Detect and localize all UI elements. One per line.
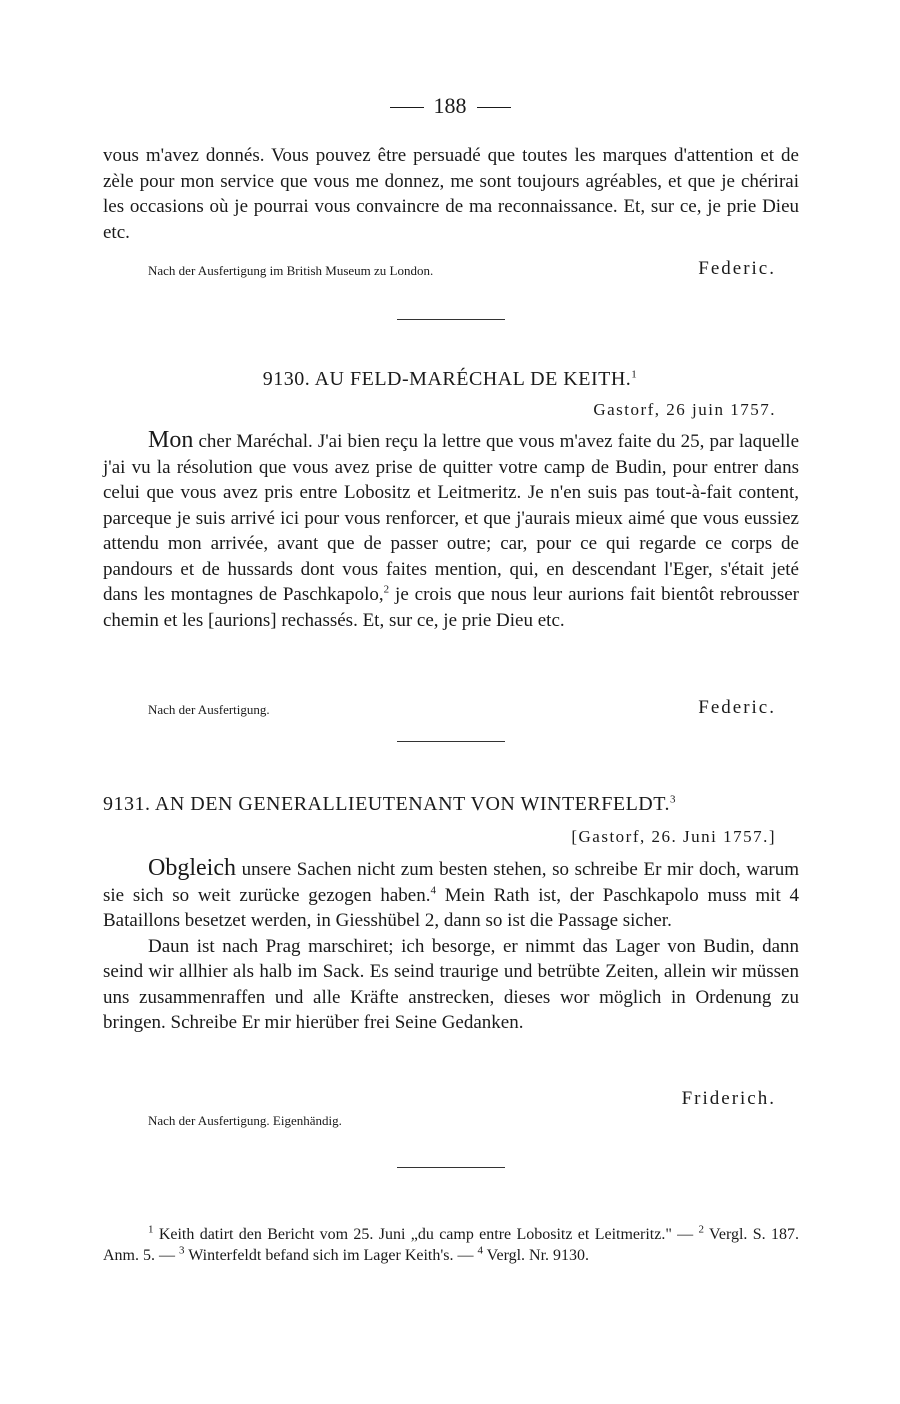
footnote-ref: 3 <box>669 793 676 806</box>
letter-9131-title <box>103 791 799 817</box>
letter-heading: AN DEN GENERALLIEUTENANT VON WINTERFELDT. <box>154 793 670 815</box>
intro-source-row <box>148 258 776 280</box>
footnote-ref: 2 <box>383 583 390 596</box>
section-divider <box>397 1167 505 1168</box>
letter-number: 9130. <box>262 368 311 390</box>
body-text: cher Maréchal. J'ai bien reçu la lettre que vous m'avez faite du 25, par laquelle j'ai vu la résolution que vous avez prise de quitter votre camp de Budin, pour entrer dans celui que vous avez pris entre Lobositz et Leitmeritz. Je n'en suis pas tout-à-fait content, parceque je suis arrivé ici pour vous renforcer, et que j'aurais mieux aimé que vous eussiez attendu mon arrivée, avant que de passer outre; car, pour ce qui regarde ce corps de pandours et de hussards dont vous faites mention, qui, en descendant l'Eger, s'était jeté dans les montagnes de Paschkapolo, <box>103 431 799 605</box>
section-divider <box>397 741 505 742</box>
body-text: Mein Rath ist, der Paschkapolo muss mit 4 Bataillons besetzet werden, in Giesshübel 2, dann so ist die Passage sicher. <box>103 884 799 931</box>
opening-word: Mon <box>148 427 194 453</box>
letter-9130-paragraph <box>103 428 799 633</box>
footnotes <box>103 1224 799 1266</box>
section-divider <box>397 319 505 320</box>
letter-9130-body <box>103 428 799 633</box>
letter-9130-dateline: Gastorf, 26 juin 1757. <box>593 400 776 419</box>
body-text: je crois que nous leur aurions fait bientôt rebrousser chemin et les [aurions] rechassés. Et, sur ce, je prie Dieu etc. <box>103 584 799 631</box>
header-dash-right <box>477 107 511 108</box>
letter-9130-title <box>0 366 900 392</box>
body-text: unsere Sachen nicht zum besten stehen, so schreibe Er mir doch, warum sie sich so weit zurücke gezogen haben. <box>103 859 799 906</box>
footnote-ref: 4 <box>430 884 436 897</box>
letter-9130-source-row <box>148 697 776 719</box>
page-header <box>0 92 900 120</box>
footnote-number: 3 <box>179 1244 185 1257</box>
letter-9131-signature: Friderich. <box>681 1088 776 1109</box>
intro-paragraph: vous m'avez donnés. Vous pouvez être persuadé que toutes les marques d'attention et de zèle pour mon service que vous me donnez, me sont toujours agréables, et que je chérirai les occasions où je pourrai vous convaincre de ma reconnaissance. Et, sur ce, je prie Dieu etc. <box>103 145 799 243</box>
footnote-number: 4 <box>477 1244 483 1257</box>
page-number: 188 <box>433 93 467 118</box>
footnote-4: Vergl. Nr. 9130. <box>482 1247 590 1264</box>
letter-number: 9131. <box>103 793 151 815</box>
intro-source-note: Nach der Ausfertigung im British Museum zu London. <box>148 263 434 278</box>
header-dash-left <box>390 107 424 108</box>
letter-9130-source-note: Nach der Ausfertigung. <box>148 702 270 717</box>
letter-9131-paragraph-2: Daun ist nach Prag marschiret; ich besorge, er nimmt das Lager von Budin, dann seind wir allhier als halb im Sack. Es seind traurige und betrübte Zeiten, allein wir müssen uns zusammenraffen und alle Kräfte anstrecken, dieses wor möglich in Ordenung zu bringen. Schreibe Er mir hierüber frei Seine Gedanken. <box>103 935 799 1033</box>
letter-9131-dateline: [Gastorf, 26. Juni 1757.] <box>571 827 776 846</box>
footnote-ref: 1 <box>631 368 638 381</box>
footnote-3: Winterfeldt befand sich im Lager Keith's. — <box>184 1247 478 1264</box>
intro-signature: Federic. <box>698 258 776 279</box>
footnote-number: 1 <box>148 1223 154 1236</box>
letter-9131-paragraph-1 <box>103 856 799 934</box>
footnote-text <box>103 1224 799 1266</box>
letter-9131-source-row <box>148 1112 776 1130</box>
opening-word: Obgleich <box>148 855 236 881</box>
letter-9130-signature: Federic. <box>698 697 776 718</box>
letter-9131-body <box>103 856 799 1036</box>
footnote-number: 2 <box>698 1223 705 1236</box>
letter-heading: AU FELD-MARÉCHAL DE KEITH. <box>314 368 632 390</box>
footnote-2: Vergl. S. 187. Anm. 5. — <box>103 1226 799 1264</box>
intro-paragraph-block <box>103 143 799 245</box>
letter-9131-source-note: Nach der Ausfertigung. Eigenhändig. <box>148 1113 342 1128</box>
footnote-1: Keith datirt den Bericht vom 25. Juni „du camp entre Lobositz et Leitmeritz." — <box>153 1226 699 1243</box>
